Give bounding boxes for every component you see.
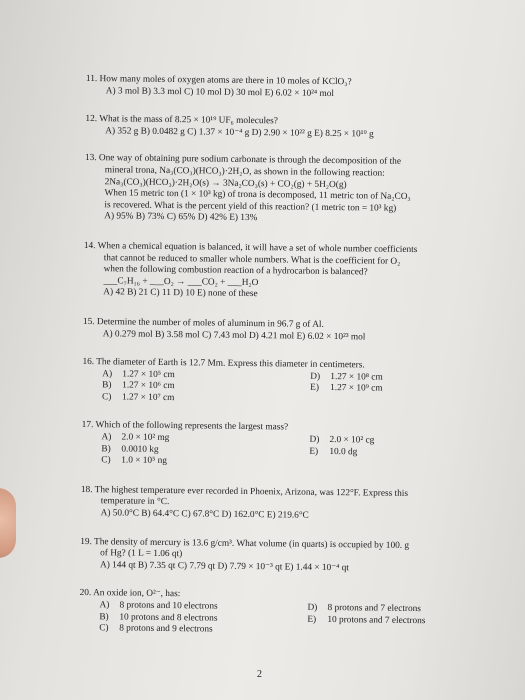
question-17 [81,420,492,471]
question-12 [85,114,495,142]
answer-option-b: B) 10 protons and 8 electrons [99,611,218,624]
answer-option-c: C) 1.0 × 10⁵ ng [101,455,168,467]
reaction-equation: ___C₇H₁₆ + ___O₂ → ___CO₂ + ___H₂O [103,275,259,288]
answer-option-b: B) 0.0010 kg [101,443,159,455]
question-stem: 16. The diameter of Earth is 12.7 Mm. Express this diameter in centimeters. [82,357,365,371]
answer-options: A) 42 B) 21 C) 11 D) 10 E) none of these [103,287,258,300]
question-text: when the following combustion reaction of a hydrocarbon is balanced? [103,264,368,278]
answer-option-b: B) 1.27 × 10⁶ cm [102,380,175,392]
question-text: is recovered. What is the percent yield of this reaction? (1 metric ton = 10³ kg) [104,199,397,214]
question-15 [83,317,493,345]
question-11 [86,74,496,102]
question-20 [79,588,490,639]
question-text: mineral trona, Na₃(CO₃)(HCO₃)·2H₂O, as shown in the following reaction: [104,165,385,179]
answer-option-a: A) 8 protons and 10 electrons [99,600,218,612]
question-stem: 19. The density of mercury is 13.6 g/cm³. What volume (in quarts) is occupied by 100. g [80,536,410,551]
question-19 [80,537,490,577]
question-text: temperature in °C. [100,496,170,508]
finger [0,488,16,558]
answer-options: A) 95% B) 73% C) 65% D) 42% E) 13% [104,211,258,224]
answer-option-e: E) 10.0 dg [309,446,358,457]
question-stem: 12. What is the mass of 8.25 × 10¹⁹ UF₆ molecules? [85,114,279,127]
answer-option-e: E) 10 protons and 7 electrons [307,614,426,626]
answer-options: A) 0.279 mol B) 3.58 mol C) 7.43 mol D) 4.21 mol E) 6.02 × 10²³ mol [102,328,366,342]
question-stem: 11. How many moles of oxygen atoms are there in 10 moles of KClO₃? [85,74,352,88]
answer-options: A) 50.0°C B) 64.4°C C) 67.8°C D) 162.0°C E) 219.6°C [100,508,309,521]
answer-option-c: C) 1.27 × 10⁷ cm [101,392,175,403]
question-18 [81,485,491,525]
question-14 [83,241,494,304]
question-stem: 20. An oxide ion, O²⁻, has: [79,588,181,600]
answer-option-c: C) 8 protons and 9 electrons [99,623,213,635]
answer-option-d: D) 2.0 × 10² cg [309,434,375,446]
question-list [79,74,496,640]
question-stem: 18. The highest temperature ever recorded in Phoenix, Arizona, was 122°F. Express this [80,484,409,499]
answer-option-a: A) 1.27 × 10⁵ cm [102,368,175,380]
answer-options: A) 144 qt B) 7.35 qt C) 7.79 qt D) 7.79 × 10⁻³ qt E) 1.44 × 10⁻⁴ qt [99,560,349,574]
question-stem: 17. Which of the following represents the largest mass? [81,420,289,433]
question-text: When 15 metric ton (1 × 10³ kg) of trona is decomposed, 11 metric ton of Na₂CO₃ [104,188,411,203]
question-stem: 15. Determine the number of moles of aluminum in 96.7 g of Al. [82,316,324,330]
answer-option-d: D) 8 protons and 7 electrons [307,602,422,615]
question-text: of Hg? (1 L = 1.06 qt) [100,548,183,560]
answer-option-e: E) 1.27 × 10⁹ cm [310,383,383,394]
answer-option-d: D) 1.27 × 10⁸ cm [310,371,383,383]
question-stem: 14. When a chemical equation is balanced, it will have a set of whole number coefficients [83,240,418,255]
page-number: 2 [257,669,262,680]
answer-options: A) 3 mol B) 3.3 mol C) 10 mol D) 30 mol E) 6.02 × 10²⁴ mol [105,85,335,99]
reaction-equation: 2Na₃(CO₃)(HCO₃)·2H₂O(s) → 3Na₂CO₃(s) + CO₂(g) + 5H₂O(g) [104,176,347,190]
question-text: that cannot be reduced to smaller whole numbers. What is the coefficient for O₂ [103,252,401,267]
question-stem: 13. One way of obtaining pure sodium carbonate is through the decomposition of the [84,153,402,168]
question-16 [82,357,493,408]
answer-option-a: A) 2.0 × 10² mg [101,432,170,444]
answer-options: A) 352 g B) 0.0482 g C) 1.37 × 10⁻⁴ g D) 2.90 × 10²² g E) 8.25 × 10¹⁹ g [105,126,374,140]
question-13 [84,153,495,228]
